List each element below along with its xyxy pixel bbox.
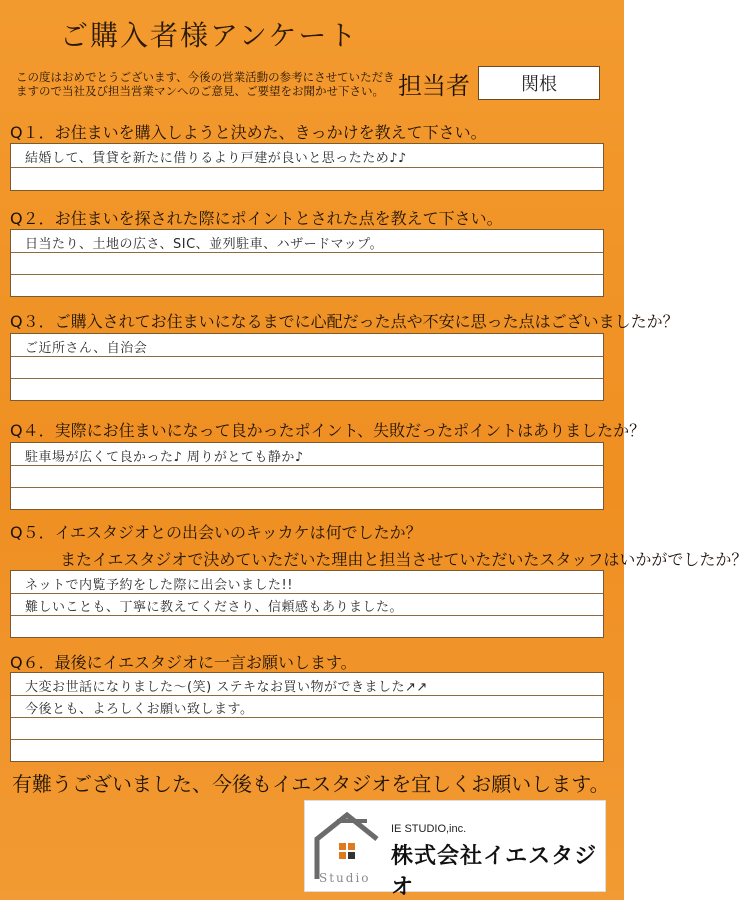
staff-label: 担当者 [398, 72, 470, 100]
question-5-line-2: またイエスタジオで決めていただいた理由と担当させていただいたスタッフはいかがでしたか？ [60, 550, 747, 569]
answer-3-line-1: ご近所さん、自治会 [25, 341, 148, 356]
logo-english-name: IE STUDIO,inc. [391, 823, 467, 835]
question-3: Q３．ご購入されてお住まいになるまでに心配だった点や不安に思った点はございましたか？ [10, 312, 679, 331]
answer-6-line-1: 大変お世話になりました〜(笑) ステキなお買い物ができました↗↗ [25, 680, 428, 695]
staff-name-box [478, 66, 600, 100]
answer-box-3 [10, 333, 604, 401]
intro-text: この度はおめでとうございます、今後の営業活動の参考にさせていただきますので当社及び担当営業マンへのご意見、ご要望をお聞かせ下さい。 [16, 70, 395, 98]
answer-5-line-1: ネットで内覧予約をした際に出会いました!! [25, 578, 293, 593]
answer-5-line-2: 難しいことも、丁寧に教えてくださり、信頼感もありました。 [25, 600, 404, 615]
logo-japanese-name: 株式会社イエスタジオ [391, 844, 598, 900]
question-1: Q１．お住まいを購入しようと決めた、きっかけを教えて下さい。 [10, 123, 487, 142]
answer-box-2 [10, 229, 604, 297]
answer-6-line-2: 今後とも、よろしくお願い致します。 [25, 702, 254, 717]
staff-name: 関根 [521, 74, 557, 95]
question-5 [10, 520, 747, 570]
answer-4-line-1: 駐車場が広くて良かった♪ 周りがとても静か♪ [25, 450, 304, 465]
logo-studio-text: Studio [319, 871, 371, 885]
page-title: ご購入者様アンケート [60, 19, 359, 52]
closing-message: 有難うございました、今後もイエスタジオを宜しくお願いします。 [12, 772, 610, 796]
answer-1-line-1: 結婚して、賃貸を新たに借りるより戸建が良いと思ったため♪♪ [25, 151, 407, 166]
question-6: Q６．最後にイエスタジオに一言お願いします。 [10, 653, 357, 672]
question-5-line-1: Q５．イエスタジオとの出会いのキッカケは何でしたか？ [10, 523, 422, 542]
answer-box-1 [10, 143, 604, 191]
question-4: Q４．実際にお住まいになって良かったポイント、失敗だったポイントはありましたか？ [10, 421, 646, 440]
question-2: Q２．お住まいを探された際にポイントとされた点を教えて下さい。 [10, 209, 503, 228]
answer-box-5 [10, 570, 604, 638]
answer-box-6 [10, 672, 604, 762]
answer-box-4 [10, 442, 604, 510]
answer-2-line-1: 日当たり、土地の広さ、SIC、並列駐車、ハザードマップ。 [25, 237, 384, 252]
company-logo [304, 800, 606, 900]
